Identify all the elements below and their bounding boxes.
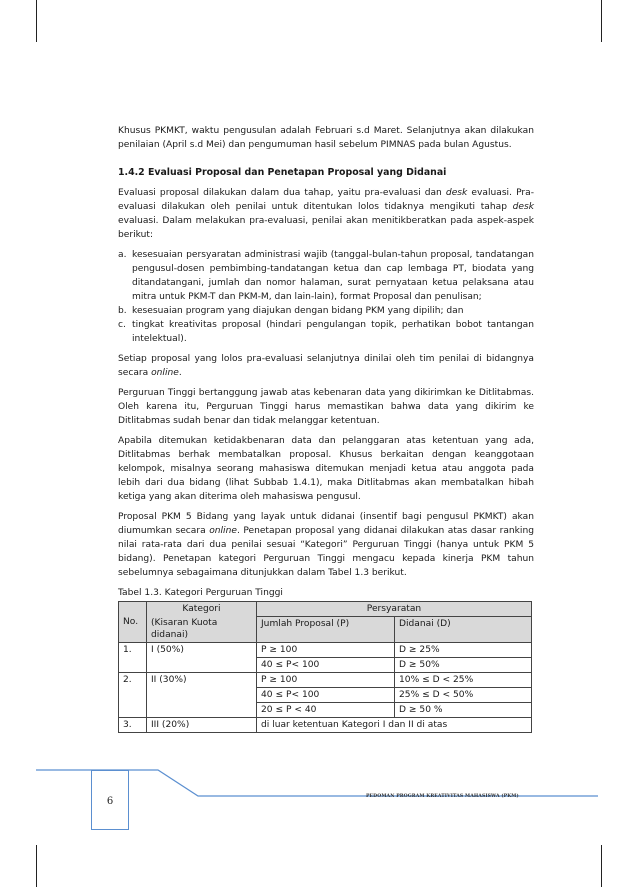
header-didanai: Didanai (D) [395, 617, 532, 643]
list-item: a. kesesuaian persyaratan administrasi wajib (tanggal-bulan-tahun proposal, tandatangan pengusul-dosen pembimbing-tandatangan ketua dan cap lembaga PT, biodata yang ditandatangani, jumlah dan nomor halaman, surat pernyataan ketua pelaksana atau mitra untuk PKM-T dan PKM-M, dan lain-lain), format Proposal dan penulisan; [118, 250, 534, 302]
violation-paragraph: Apabila ditemukan ketidakbenaran data dan pelanggaran atas ketentuan yang ada, Ditlitabmas berhak membatalkan proposal. Khusus berkaitan dengan keanggotaan kelompok, misalnya seorang mahasiswa ditemukan menjadi ketua atau anggota pada lebih dari dua bidang (lihat Subbab 1.4.1), maka Ditlitabmas akan membatalkan hibah ketiga yang akan diterima oleh mahasiswa pengusul. [118, 436, 534, 502]
header-kisaran: (Kisaran Kuota didanai) [147, 617, 257, 643]
crop-mark [601, 0, 602, 42]
section-heading: 1.4.2 Evaluasi Proposal dan Penetapan Proposal yang Didanai [118, 167, 447, 178]
page-number: 6 [106, 796, 114, 807]
list-item: c. tingkat kreativitas proposal (hindari pengulangan topik, perhatikan bobot tantangan intelektual). [118, 320, 534, 344]
page-number-box [91, 770, 129, 830]
table-row: 2. II (30%) P ≥ 100 10% ≤ D < 25% [119, 672, 532, 687]
evaluation-paragraph: Evaluasi proposal dilakukan dalam dua tahap, yaitu pra-evaluasi dan desk evaluasi. Pra-evaluasi dilakukan oleh penilai untuk ditentukan lolos tidaknya mengikuti tahap desk evaluasi. Dalam melakukan pra-evaluasi, penilai akan menitikberatkan pada aspek-aspek berikut: [118, 188, 534, 240]
crop-mark [36, 0, 37, 42]
table-row: 1. I (50%) P ≥ 100 D ≥ 25% [119, 642, 532, 657]
table-row: 3. III (20%) di luar ketentuan Kategori I dan II di atas [119, 717, 532, 732]
responsibility-paragraph: Perguruan Tinggi bertanggung jawab atas kebenaran data yang dikirimkan ke Ditlitabmas. Oleh karena itu, Perguruan Tinggi harus memastikan bahwa data yang dikirim ke Ditlitabmas sudah benar dan tidak melanggar ketentuan. [118, 388, 534, 426]
header-kategori: Kategori [147, 602, 257, 617]
criteria-list [118, 248, 534, 346]
crop-mark [601, 845, 602, 887]
table-row: 40 ≤ P< 100 25% ≤ D < 50% [119, 687, 532, 702]
intro-paragraph: Khusus PKMKT, waktu pengusulan adalah Februari s.d Maret. Selanjutnya akan dilakukan penilaian (April s.d Mei) dan pengumuman hasil sebelum PIMNAS pada bulan Agustus. [118, 126, 534, 150]
category-table [118, 601, 532, 733]
footer-title: PEDOMAN PROGRAM KREATIVITAS MAHASISWA (PKM) [366, 794, 519, 799]
table-row: 40 ≤ P< 100 D ≥ 50% [119, 657, 532, 672]
list-item: b. kesesuaian program yang diajukan dengan bidang PKM yang dipilih; dan [118, 306, 464, 316]
page-content [118, 124, 534, 733]
online-paragraph: Setiap proposal yang lolos pra-evaluasi selanjutnya dinilai oleh tim penilai di bidangnya secara online. [118, 354, 534, 378]
table-caption: Tabel 1.3. Kategori Perguruan Tinggi [118, 588, 283, 598]
header-persyaratan: Persyaratan [257, 602, 532, 617]
funding-paragraph: Proposal PKM 5 Bidang yang layak untuk didanai (insentif bagi pengusul PKMKT) akan diumumkan secara online. Penetapan proposal yang didanai dilakukan atas dasar ranking nilai rata-rata dari dua penilai sesuai “Kategori” Perguruan Tinggi (hanya untuk PKM 5 bidang). Penetapan kategori Perguruan Tinggi mengacu kepada kinerja PKM tahun sebelumnya sebagaimana ditunjukkan dalam Tabel 1.3 berikut. [118, 512, 534, 578]
header-jumlah-proposal: Jumlah Proposal (P) [257, 617, 395, 643]
crop-mark [36, 845, 37, 887]
header-no: No. [119, 602, 147, 643]
table-row: 20 ≤ P < 40 D ≥ 50 % [119, 702, 532, 717]
